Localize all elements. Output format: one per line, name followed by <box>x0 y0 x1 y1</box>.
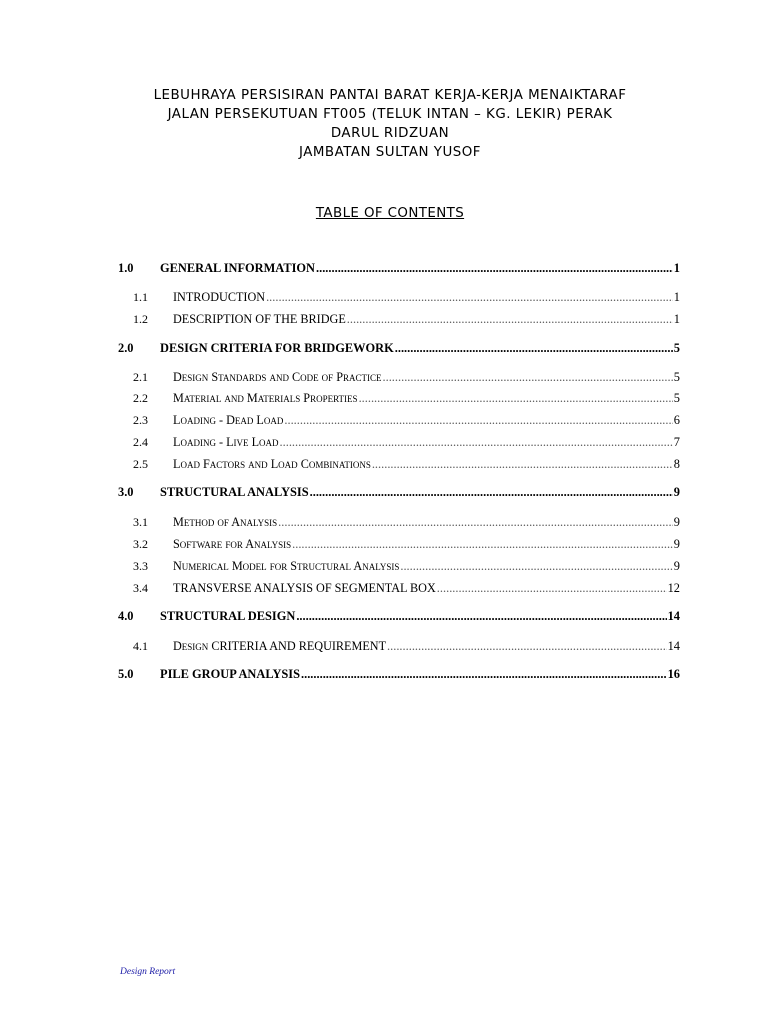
toc-entry-page-number: 5 <box>673 391 680 405</box>
toc-entry-number: 4.0 <box>118 609 134 623</box>
toc-entry-number: 1.1 <box>133 290 148 304</box>
toc-entry-page-number: 1 <box>673 261 680 275</box>
toc-entry[interactable] <box>118 412 680 428</box>
toc-entry-number: 4.1 <box>133 639 148 653</box>
toc-entry-number: 3.3 <box>133 559 148 573</box>
toc-entry[interactable] <box>118 558 680 574</box>
toc-entry-number: 3.2 <box>133 537 148 551</box>
toc-entry-number: 3.1 <box>133 515 148 529</box>
toc-entry-label: Design CRITERIA AND REQUIREMENT <box>173 639 387 653</box>
toc-entry-page-number: 1 <box>673 290 680 304</box>
toc-entry-label: Design Standards and Code of Practice <box>173 370 382 384</box>
toc-entry-page-number: 14 <box>667 609 680 623</box>
toc-entry-label: INTRODUCTION <box>173 290 266 304</box>
toc-dot-leader <box>347 311 673 327</box>
toc-entry-number: 2.4 <box>133 435 148 449</box>
footer-label: Design Report <box>120 967 176 977</box>
toc-dot-leader <box>395 340 673 356</box>
toc-entry-page-number: 9 <box>673 537 680 551</box>
toc-dot-leader <box>266 289 673 305</box>
toc-entry-number: 5.0 <box>118 667 134 681</box>
toc-dot-leader <box>437 580 667 596</box>
toc-entry-page-number: 6 <box>673 413 680 427</box>
toc-entry[interactable] <box>118 340 680 356</box>
toc-entry-label: Loading - Live Load <box>173 435 279 449</box>
toc-entry[interactable] <box>118 289 680 305</box>
toc-entry-number: 2.3 <box>133 413 148 427</box>
toc-entry-page-number: 5 <box>673 341 680 355</box>
toc-dot-leader <box>400 558 672 574</box>
toc-entry-label: DESIGN CRITERIA FOR BRIDGEWORK <box>160 341 394 355</box>
toc-entry-label: DESCRIPTION OF THE BRIDGE <box>173 312 346 326</box>
toc-entry-page-number: 8 <box>673 457 680 471</box>
toc-dot-leader <box>387 638 667 654</box>
toc-entry-page-number: 9 <box>673 485 680 499</box>
toc-entry-page-number: 14 <box>667 639 680 653</box>
toc-entry[interactable] <box>118 369 680 385</box>
toc-entry-label: GENERAL INFORMATION <box>160 261 316 275</box>
toc-dot-leader <box>372 456 673 472</box>
document-title <box>100 86 680 162</box>
toc-dot-leader <box>296 608 666 624</box>
toc-dot-leader <box>292 536 673 552</box>
toc-dot-leader <box>316 260 673 276</box>
toc-entry[interactable] <box>118 390 680 406</box>
title-line-2: JALAN PERSEKUTUAN FT005 (TELUK INTAN – KG. LEKIR) PERAK <box>167 107 613 122</box>
toc-dot-leader <box>359 390 673 406</box>
toc-entry-page-number: 16 <box>667 667 680 681</box>
toc-entry[interactable] <box>118 666 680 682</box>
toc-entry-number: 2.0 <box>118 341 134 355</box>
toc-entry-label: Load Factors and Load Combinations <box>173 457 371 471</box>
toc-dot-leader <box>383 369 673 385</box>
toc-entry-number: 2.5 <box>133 457 148 471</box>
toc-entry[interactable] <box>118 484 680 500</box>
toc-entry-number: 2.2 <box>133 391 148 405</box>
toc-entry[interactable] <box>118 536 680 552</box>
toc-entry[interactable] <box>118 514 680 530</box>
title-line-1: LEBUHRAYA PERSISIRAN PANTAI BARAT KERJA-KERJA MENAIKTARAF <box>153 88 627 103</box>
toc-dot-leader <box>278 514 673 530</box>
toc-entry-label: PILE GROUP ANALYSIS <box>160 667 301 681</box>
toc-dot-leader <box>280 434 673 450</box>
toc-entry[interactable] <box>118 638 680 654</box>
toc-entry[interactable] <box>118 580 680 596</box>
toc-entry-label: Material and Materials Properties <box>173 391 358 405</box>
toc-entry[interactable] <box>118 456 680 472</box>
toc-entry-label: Numerical Model for Structural Analysis <box>173 559 400 573</box>
toc-entry-number: 3.0 <box>118 485 134 499</box>
toc-entry[interactable] <box>118 260 680 276</box>
toc-entry[interactable] <box>118 608 680 624</box>
title-line-4: JAMBATAN SULTAN YUSOF <box>298 145 482 160</box>
toc-dot-leader <box>310 484 673 500</box>
toc-entry-number: 1.0 <box>118 261 134 275</box>
toc-entry-label: Software for Analysis <box>173 537 292 551</box>
toc-entry-label: STRUCTURAL ANALYSIS <box>160 485 309 499</box>
title-line-3: DARUL RIDZUAN <box>330 126 450 141</box>
toc-entry-label: Loading - Dead Load <box>173 413 284 427</box>
toc-entry-page-number: 9 <box>673 515 680 529</box>
toc-dot-leader <box>284 412 672 428</box>
toc-dot-leader <box>301 666 667 682</box>
toc-entry-page-number: 1 <box>673 312 680 326</box>
toc-entry-number: 1.2 <box>133 312 148 326</box>
toc-entry-label: Method of Analysis <box>173 515 278 529</box>
toc-heading: TABLE OF CONTENTS <box>315 206 465 221</box>
toc-entry-page-number: 9 <box>673 559 680 573</box>
toc-entry[interactable] <box>118 311 680 327</box>
toc-entry-number: 2.1 <box>133 370 148 384</box>
toc-entry-number: 3.4 <box>133 581 148 595</box>
toc-entry-page-number: 12 <box>667 581 680 595</box>
toc-entry-page-number: 5 <box>673 370 680 384</box>
toc-entry[interactable] <box>118 434 680 450</box>
toc-entry-page-number: 7 <box>673 435 680 449</box>
toc-entry-label: TRANSVERSE ANALYSIS OF SEGMENTAL BOX <box>173 581 436 595</box>
toc-entry-label: STRUCTURAL DESIGN <box>160 609 296 623</box>
